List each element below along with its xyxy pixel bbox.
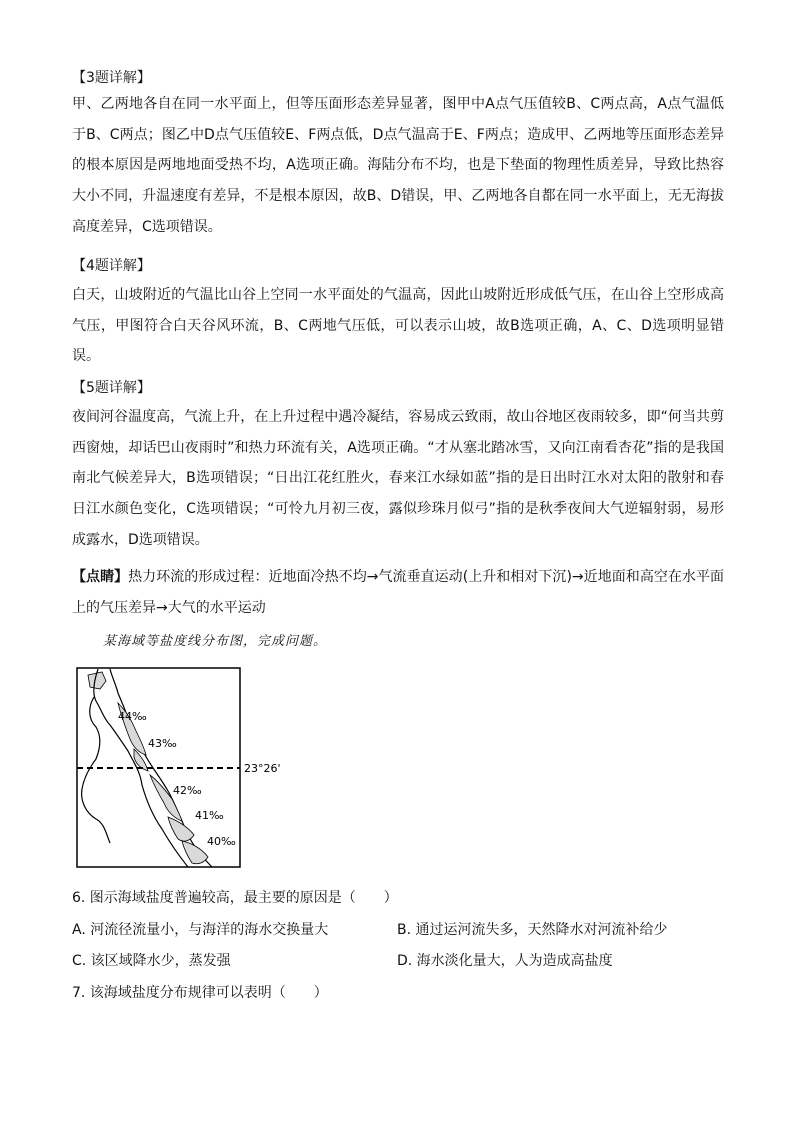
section-3-heading: 【3题详解】	[72, 70, 151, 86]
tip-label: 【点睛】	[72, 569, 129, 585]
section-3-text: 甲、乙两地各自在同一水平面上，但等压面形态差异显著，图甲中A点气压值较B、C两点高，A点气温低于B、C两点；图乙中D点气压值较E、F两点低，D点气温高于E、F两点；造成甲、乙两地等压面形态差异的根本原因是两地地面受热不均，A选项正确。海陆分布不均，也是下垫面的物理性质差异，导致比热容大小不同，升温速度有差异，不是根本原因，故B、D错误，甲、乙两地各自都在同一水平面上，无无海拔高度差异，C选项错误。	[72, 96, 724, 235]
salinity-map	[76, 667, 296, 870]
latitude-label: 23°26'	[244, 762, 281, 775]
section-5-heading: 【5题详解】	[72, 380, 151, 396]
isohaline-label-41: 41‰	[195, 809, 224, 822]
question-6-option-c[interactable]: C. 该区域降水少，蒸发强	[72, 953, 231, 969]
isohaline-label-44: 44‰	[118, 710, 147, 723]
isohaline-label-42: 42‰	[173, 784, 202, 797]
question-6-stem: 6. 图示海域盐度普遍较高，最主要的原因是（ ）	[72, 890, 398, 906]
question-6-option-a[interactable]: A. 河流径流量小，与海洋的海水交换量大	[72, 922, 329, 938]
question-7-stem: 7. 该海域盐度分布规律可以表明（ ）	[72, 985, 328, 1001]
isohaline-label-43: 43‰	[148, 737, 177, 750]
map-intro: 某海域等盐度线分布图，完成问题。	[103, 634, 328, 649]
isohaline-label-40: 40‰	[207, 835, 236, 848]
section-4-text: 白天，山坡附近的气温比山谷上空同一水平面处的气温高，因此山坡附近形成低气压，在山谷上空形成高气压，甲图符合白天谷风环流，B、C两地气压低，可以表示山坡，故B选项正确，A、C、D选项明显错误。	[72, 287, 724, 365]
tip-text: 热力环流的形成过程：近地面冷热不均→气流垂直运动(上升和相对下沉)→近地面和高空在水平面上的气压差异→大气的水平运动	[72, 569, 724, 616]
question-6-option-d[interactable]: D. 海水淡化量大，人为造成高盐度	[397, 953, 613, 969]
question-6-option-b[interactable]: B. 通过运河流失多，天然降水对河流补给少	[397, 922, 668, 938]
section-4-heading: 【4题详解】	[72, 258, 151, 274]
section-5-text: 夜间河谷温度高，气流上升，在上升过程中遇冷凝结，容易成云致雨，故山谷地区夜雨较多，即“何当共剪西窗烛，却话巴山夜雨时”和热力环流有关，A选项正确。“才从塞北踏冰雪，又向江南看杏花”指的是我国南北气候差异大，B选项错误；“日出江花红胜火，春来江水绿如蓝”指的是日出时江水对太阳的散射和春日江水颜色变化，C选项错误；“可怜九月初三夜，露似珍珠月似弓”指的是秋季夜间大气逆辐射弱，易形成露水，D选项错误。	[72, 409, 724, 548]
tip-paragraph	[72, 562, 724, 623]
